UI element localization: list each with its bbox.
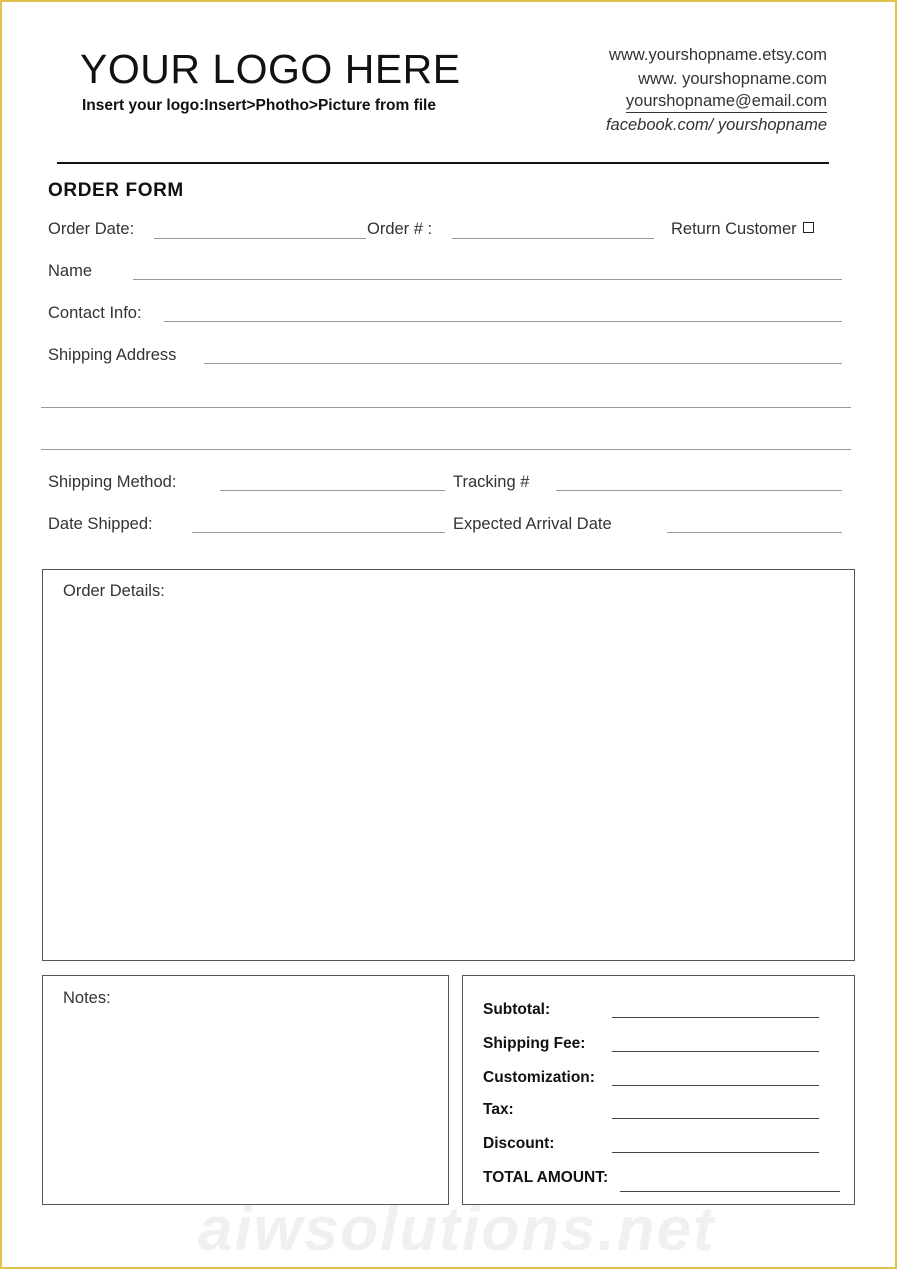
shipping-address-field-2[interactable] (41, 407, 851, 408)
form-title: ORDER FORM (48, 180, 184, 201)
tax-field[interactable] (612, 1118, 819, 1119)
notes-box[interactable] (42, 975, 449, 1205)
return-customer-checkbox[interactable] (803, 222, 814, 233)
expected-arrival-label: Expected Arrival Date (453, 515, 612, 533)
expected-arrival-field[interactable] (667, 532, 842, 533)
order-date-label: Order Date: (48, 220, 135, 238)
contact-info-label: Contact Info: (48, 304, 142, 322)
contact-email[interactable]: yourshopname@email.com (626, 92, 827, 113)
order-details-box[interactable] (42, 569, 855, 961)
return-customer-option (671, 220, 814, 239)
tracking-label: Tracking # (453, 473, 530, 491)
watermark: aiwsolutions.net (198, 1195, 716, 1264)
shipping-address-field-3[interactable] (41, 449, 851, 450)
contact-info-field[interactable] (164, 321, 842, 322)
subtotal-label: Subtotal: (483, 1001, 551, 1018)
return-customer-label: Return Customer (671, 220, 797, 238)
discount-field[interactable] (612, 1152, 819, 1153)
customization-label: Customization: (483, 1069, 595, 1086)
order-number-label: Order # : (367, 220, 433, 238)
logo-placeholder-title: YOUR LOGO HERE (80, 46, 461, 92)
notes-label: Notes: (63, 989, 111, 1007)
subtotal-field[interactable] (612, 1017, 819, 1018)
logo-instruction: Insert your logo:Insert>Photho>Picture from file (82, 97, 436, 114)
shipping-address-field-1[interactable] (204, 363, 842, 364)
order-date-field[interactable] (154, 238, 366, 239)
total-amount-label: TOTAL AMOUNT: (483, 1169, 609, 1186)
contact-website-url[interactable]: www. yourshopname.com (638, 70, 827, 88)
header-divider (57, 162, 829, 164)
customization-field[interactable] (612, 1085, 819, 1086)
shipping-method-field[interactable] (220, 490, 445, 491)
order-number-field[interactable] (452, 238, 654, 239)
tracking-field[interactable] (556, 490, 842, 491)
discount-label: Discount: (483, 1135, 555, 1152)
shipping-fee-field[interactable] (612, 1051, 819, 1052)
totals-box (462, 975, 855, 1205)
contact-facebook[interactable]: facebook.com/ yourshopname (605, 116, 827, 134)
order-details-label: Order Details: (63, 582, 165, 600)
total-amount-field[interactable] (620, 1191, 840, 1192)
shipping-address-label: Shipping Address (48, 346, 177, 364)
name-label: Name (48, 262, 93, 280)
date-shipped-label: Date Shipped: (48, 515, 153, 533)
date-shipped-field[interactable] (192, 532, 445, 533)
name-field[interactable] (133, 279, 842, 280)
tax-label: Tax: (483, 1101, 514, 1118)
shipping-fee-label: Shipping Fee: (483, 1035, 586, 1052)
shipping-method-label: Shipping Method: (48, 473, 177, 491)
contact-etsy-url[interactable]: www.yourshopname.etsy.com (609, 46, 827, 64)
